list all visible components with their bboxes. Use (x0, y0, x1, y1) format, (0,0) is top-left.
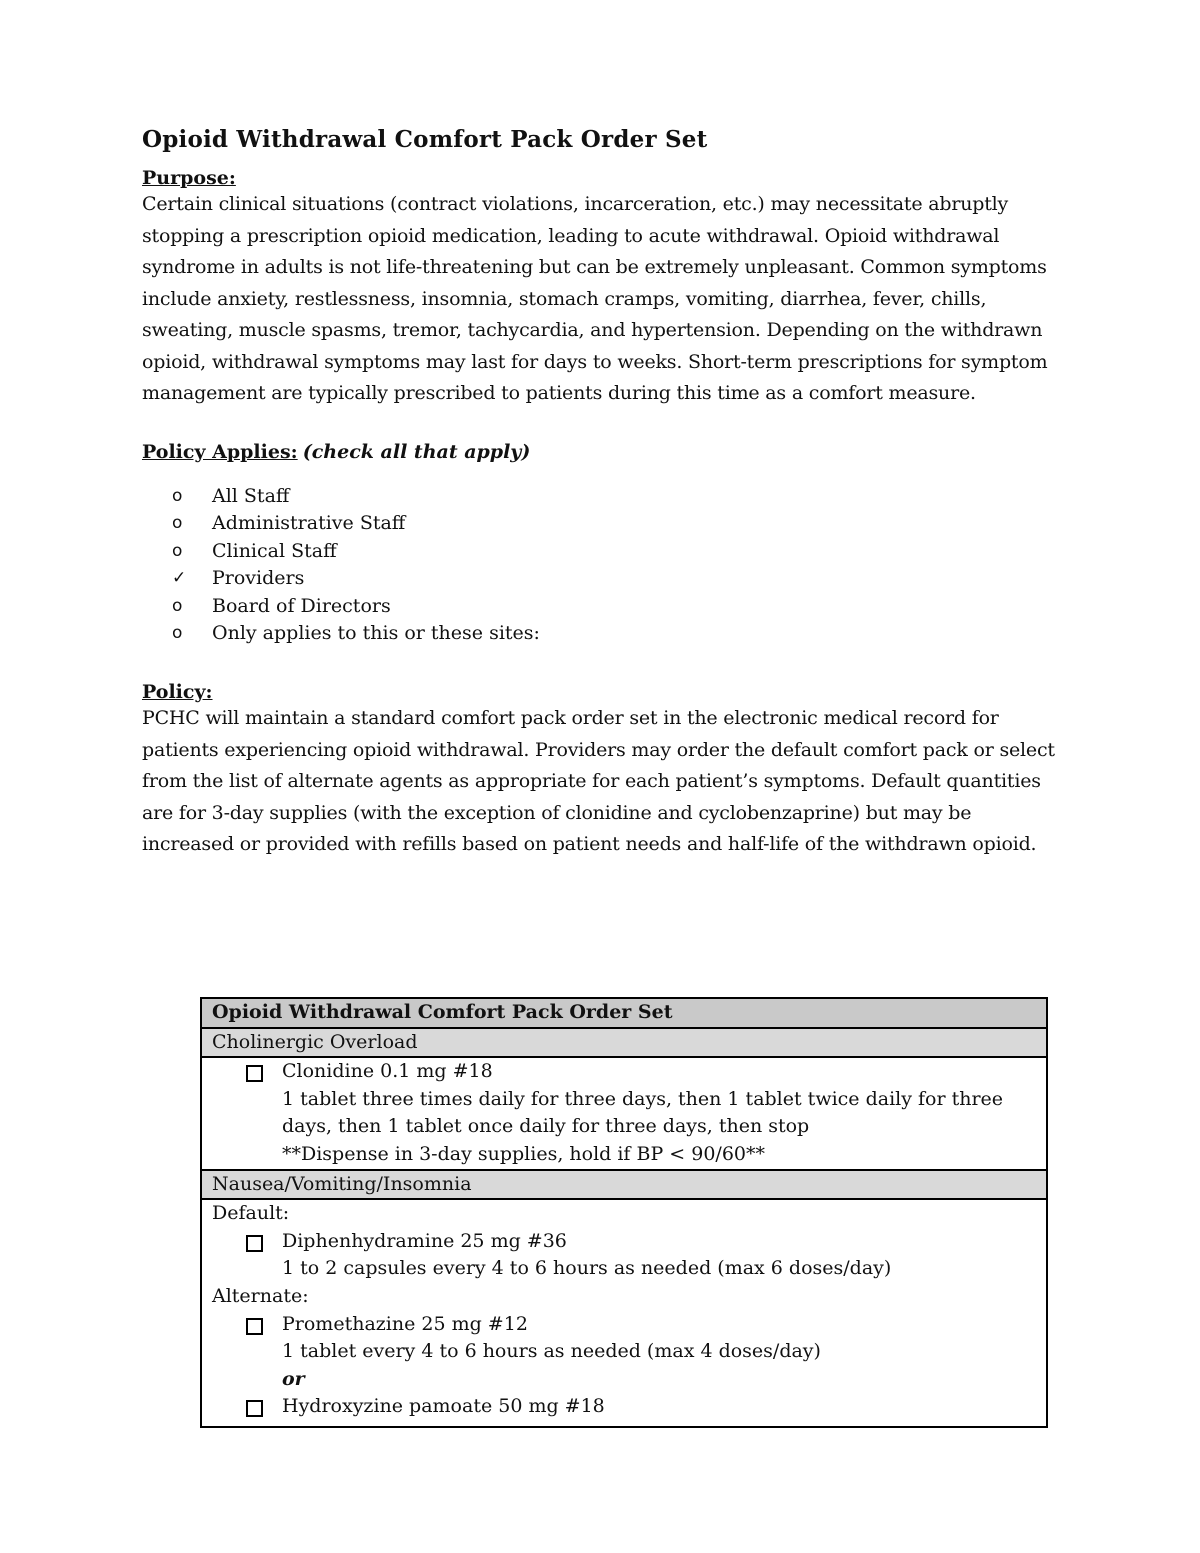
purpose-section (142, 167, 1062, 410)
nausea-orders-cell (201, 1199, 1047, 1427)
order-item-drug: Promethazine 25 mg #12 (282, 1312, 528, 1335)
applies-item-label: Providers (212, 567, 305, 590)
checkmark-icon: ✓ (172, 568, 187, 589)
or-separator: or (282, 1367, 305, 1390)
checkbox-icon[interactable] (246, 1318, 263, 1335)
section-nausea-vomiting-insomnia: Nausea/Vomiting/Insomnia (201, 1170, 1047, 1200)
checkbox-icon[interactable] (246, 1235, 263, 1252)
applies-item-all-staff[interactable] (172, 483, 1062, 511)
applies-item-board-of-directors[interactable] (172, 593, 1062, 621)
section-cholinergic-overload: Cholinergic Overload (201, 1028, 1047, 1058)
applies-item-administrative-staff[interactable] (172, 510, 1062, 538)
policy-text: PCHC will maintain a standard comfort pack order set in the electronic medical record for patients experiencing opioid withdrawal. Providers may order the default comfort pack or select from the list of alternate agents as appropriate for each patient’s symptoms. Default quantities are for 3-day supplies (with the exception of clonidine and cyclobenzaprine) but may be increased or provided with refills based on patient needs and half-life of the withdrawn opioid. (142, 707, 1055, 856)
order-set-table-title: Opioid Withdrawal Comfort Pack Order Set (201, 998, 1047, 1028)
unchecked-circle-icon: o (172, 485, 183, 506)
order-item-drug: Diphenhydramine 25 mg #36 (282, 1229, 567, 1252)
policy-heading: Policy: (142, 681, 213, 704)
applies-checklist (142, 483, 1062, 649)
applies-item-label: Only applies to this or these sites: (212, 622, 540, 645)
policy-applies-section (142, 441, 1062, 649)
order-item-drug: Clonidine 0.1 mg #18 (282, 1060, 493, 1083)
policy-applies-heading: Policy Applies: (142, 440, 298, 463)
default-label: Default: (212, 1202, 290, 1225)
order-item-sig: 1 tablet three times daily for three days, then 1 tablet twice daily for three days, then 1 tablet once daily for three days, then stop (282, 1087, 1004, 1138)
applies-item-clinical-staff[interactable] (172, 538, 1062, 566)
checkbox-icon[interactable] (246, 1400, 263, 1417)
unchecked-circle-icon: o (172, 623, 183, 644)
order-item-clonidine[interactable] (212, 1058, 1036, 1168)
policy-section (142, 681, 1062, 861)
unchecked-circle-icon: o (172, 540, 183, 561)
applies-item-sites[interactable] (172, 620, 1062, 648)
applies-item-label: Clinical Staff (212, 539, 337, 562)
purpose-heading: Purpose: (142, 167, 236, 189)
unchecked-circle-icon: o (172, 595, 183, 616)
unchecked-circle-icon: o (172, 513, 183, 534)
applies-item-providers[interactable] (172, 565, 1062, 593)
order-item-sig: 1 to 2 capsules every 4 to 6 hours as needed (max 6 doses/day) (282, 1257, 892, 1280)
policy-applies-note: (check all that apply) (302, 440, 531, 463)
cholinergic-orders-cell (201, 1057, 1047, 1169)
checkbox-icon[interactable] (246, 1065, 263, 1082)
order-item-note: **Dispense in 3-day supplies, hold if BP < 90/60** (282, 1142, 766, 1165)
document-body (142, 126, 1062, 892)
order-item-diphenhydramine[interactable] (212, 1228, 1036, 1283)
alternate-label: Alternate: (212, 1284, 309, 1307)
order-item-hydroxyzine[interactable] (212, 1393, 1036, 1426)
applies-item-label: Administrative Staff (212, 512, 406, 535)
order-set-table (200, 997, 1048, 1428)
order-item-sig: 1 tablet every 4 to 6 hours as needed (max 4 doses/day) (282, 1340, 821, 1363)
applies-item-label: All Staff (212, 484, 290, 507)
order-item-promethazine[interactable] (212, 1311, 1036, 1394)
document-title: Opioid Withdrawal Comfort Pack Order Set (142, 126, 708, 153)
order-item-drug: Hydroxyzine pamoate 50 mg #18 (282, 1395, 605, 1418)
purpose-text: Certain clinical situations (contract violations, incarceration, etc.) may necessitate abruptly stopping a prescription opioid medication, leading to acute withdrawal. Opioid withdrawal syndrome in adults is not life-threatening but can be extremely unpleasant. Common symptoms include anxiety, restlessness, insomnia, stomach cramps, vomiting, diarrhea, fever, chills, sweating, muscle spasms, tremor, tachycardia, and hypertension. Depending on the withdrawn opioid, withdrawal symptoms may last for days to weeks. Short-term prescriptions for symptom management are typically prescribed to patients during this time as a comfort measure. (142, 193, 1048, 404)
applies-item-label: Board of Directors (212, 594, 391, 617)
